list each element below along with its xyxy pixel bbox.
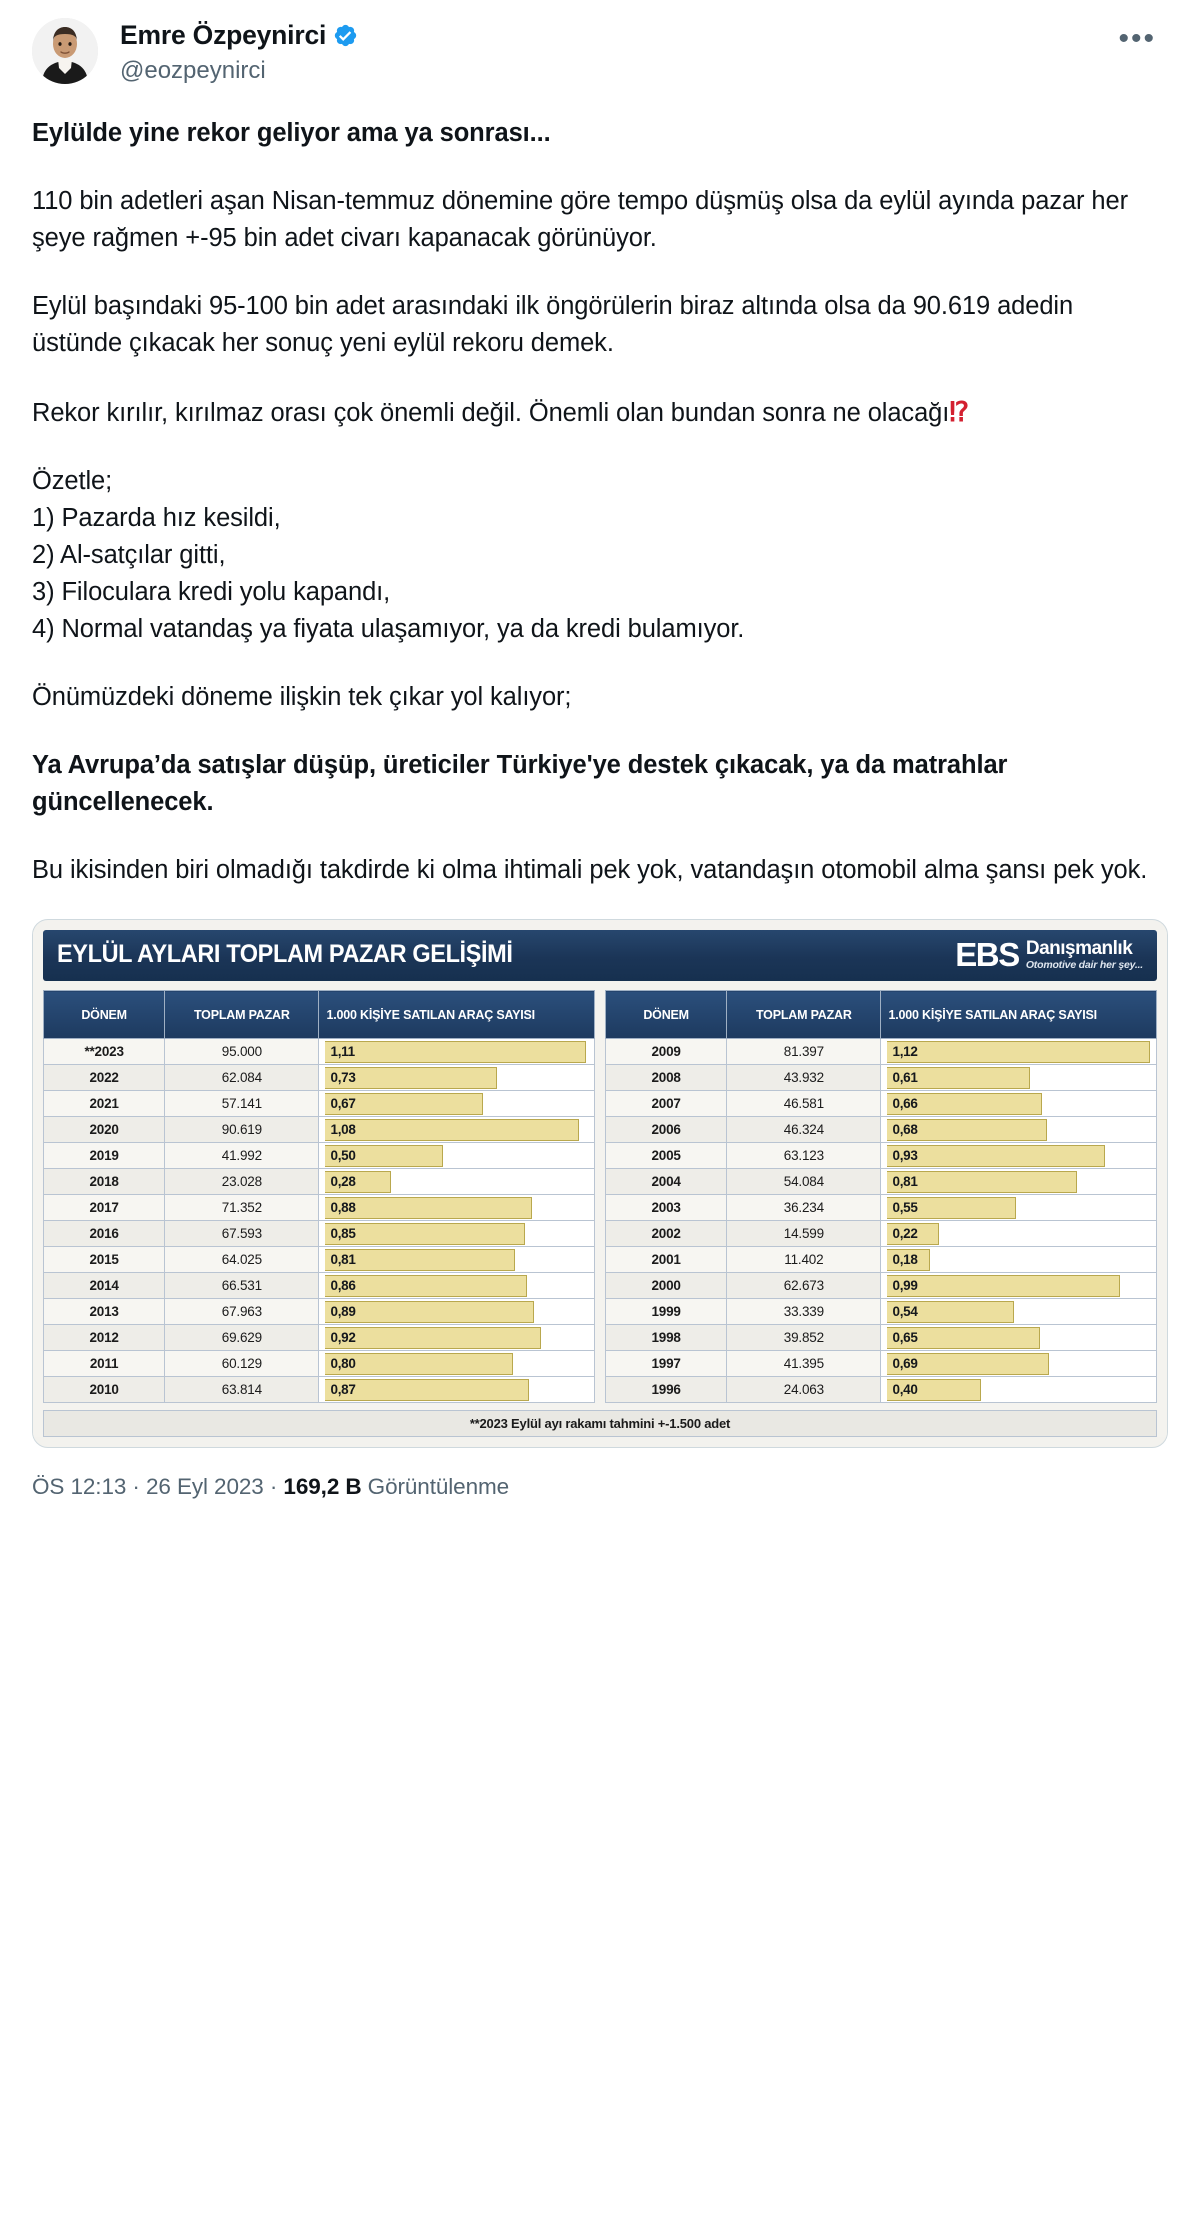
market-table-right: [605, 990, 1157, 1403]
bar-value-label: 0,18: [892, 1252, 918, 1268]
bar-track: [887, 1300, 1150, 1324]
cell-donem: 2022: [44, 1065, 165, 1091]
ebs-logo-text: EBS: [955, 936, 1019, 974]
bar-fill: [325, 1119, 578, 1141]
cell-oran-bar: [319, 1195, 595, 1221]
cell-oran-bar: [881, 1143, 1157, 1169]
cell-donem: 2009: [606, 1039, 727, 1065]
author-handle[interactable]: @eozpeynirci: [120, 56, 266, 84]
summary-item-4: 4) Normal vatandaş ya fiyata ulaşamıyor, ya da kredi bulamıyor.: [32, 615, 745, 644]
cell-donem: 2006: [606, 1117, 727, 1143]
tweet-paragraph-6: Önümüzdeki döneme ilişkin tek çıkar yol kalıyor;: [32, 683, 572, 712]
bar-track: [325, 1040, 588, 1064]
views-count: 169,2 B: [283, 1474, 362, 1500]
cell-oran-bar: [881, 1299, 1157, 1325]
table-header-row: [606, 991, 1157, 1039]
table-row: [44, 1143, 595, 1169]
cell-oran-bar: [881, 1247, 1157, 1273]
avatar[interactable]: [32, 18, 98, 84]
cell-toplam-pazar: 62.673: [727, 1273, 881, 1299]
bar-fill: [325, 1197, 531, 1219]
summary-item-2: 2) Al-satçılar gitti,: [32, 541, 226, 570]
tweet-date: 26 Eyl 2023: [145, 1474, 264, 1500]
cell-oran-bar: [881, 1195, 1157, 1221]
cell-oran-bar: [881, 1377, 1157, 1403]
cell-toplam-pazar: 41.395: [727, 1351, 881, 1377]
cell-oran-bar: [881, 1221, 1157, 1247]
bar-track: [887, 1378, 1150, 1402]
cell-toplam-pazar: 69.629: [165, 1325, 319, 1351]
bar-track: [325, 1326, 588, 1350]
bar-value-label: 0,93: [892, 1148, 918, 1164]
table-row: [44, 1325, 595, 1351]
cell-toplam-pazar: 67.963: [165, 1299, 319, 1325]
infographic-title-bar: [43, 930, 1157, 982]
table-row: [606, 1351, 1157, 1377]
bar-track: [887, 1196, 1150, 1220]
table-row: [44, 1169, 595, 1195]
cell-toplam-pazar: 63.123: [727, 1143, 881, 1169]
cell-donem: 2012: [44, 1325, 165, 1351]
bar-track: [325, 1196, 588, 1220]
ebs-logo-subtext: [1026, 939, 1143, 971]
bar-track: [325, 1144, 588, 1168]
cell-oran-bar: [319, 1273, 595, 1299]
bar-value-label: 1,08: [330, 1122, 356, 1138]
table-row: [606, 1377, 1157, 1403]
bar-value-label: 0,67: [330, 1096, 356, 1112]
col-header-donem: DÖNEM: [606, 991, 727, 1039]
bar-fill: [325, 1301, 534, 1323]
cell-oran-bar: [319, 1065, 595, 1091]
table-row: [44, 1091, 595, 1117]
cell-toplam-pazar: 63.814: [165, 1377, 319, 1403]
table-row: [606, 1247, 1157, 1273]
bar-value-label: 0,89: [330, 1304, 356, 1320]
tweet-summary-list: [32, 463, 1168, 648]
cell-oran-bar: [881, 1351, 1157, 1377]
cell-oran-bar: [881, 1325, 1157, 1351]
bar-value-label: 0,73: [330, 1070, 356, 1086]
infographic-table-right: [605, 990, 1157, 1403]
bar-fill: [325, 1379, 529, 1401]
cell-toplam-pazar: 95.000: [165, 1039, 319, 1065]
cell-oran-bar: [319, 1143, 595, 1169]
bar-value-label: 0,88: [330, 1200, 356, 1216]
table-row: [44, 1273, 595, 1299]
table-row: [44, 1065, 595, 1091]
cell-toplam-pazar: 24.063: [727, 1377, 881, 1403]
bar-value-label: 0,22: [892, 1226, 918, 1242]
bar-track: [887, 1274, 1150, 1298]
cell-oran-bar: [319, 1325, 595, 1351]
bar-track: [887, 1144, 1150, 1168]
cell-toplam-pazar: 41.992: [165, 1143, 319, 1169]
cell-donem: 2021: [44, 1091, 165, 1117]
cell-oran-bar: [881, 1091, 1157, 1117]
cell-donem: 2018: [44, 1169, 165, 1195]
infographic-tables: [33, 981, 1167, 1403]
table-row: [44, 1117, 595, 1143]
tweet-paragraph-4: [32, 393, 1168, 432]
infographic-title: EYLÜL AYLARI TOPLAM PAZAR GELİŞİMİ: [57, 940, 513, 969]
tweet-text: [32, 115, 1168, 889]
bar-value-label: 0,69: [892, 1356, 918, 1372]
summary-item-3: 3) Filoculara kredi yolu kapandı,: [32, 578, 391, 607]
bar-track: [887, 1040, 1150, 1064]
table-row: [44, 1195, 595, 1221]
cell-donem: 2019: [44, 1143, 165, 1169]
cell-donem: 2000: [606, 1273, 727, 1299]
table-row: [44, 1221, 595, 1247]
cell-donem: 1998: [606, 1325, 727, 1351]
cell-oran-bar: [319, 1377, 595, 1403]
table-row: [606, 1169, 1157, 1195]
table-head-left: [44, 991, 595, 1039]
col-header-donem: DÖNEM: [44, 991, 165, 1039]
cell-donem: 2005: [606, 1143, 727, 1169]
infographic-inner: [33, 930, 1167, 1438]
bar-value-label: 0,68: [892, 1122, 918, 1138]
cell-oran-bar: [319, 1221, 595, 1247]
cell-toplam-pazar: 23.028: [165, 1169, 319, 1195]
cell-toplam-pazar: 11.402: [727, 1247, 881, 1273]
table-row: [606, 1091, 1157, 1117]
bar-value-label: 0,40: [892, 1382, 918, 1398]
bar-value-label: 0,66: [892, 1096, 918, 1112]
table-body-right: [606, 1039, 1157, 1403]
tweet-paragraph-8: Bu ikisinden biri olmadığı takdirde ki olma ihtimali pek yok, vatandaşın otomobil alma şansı pek yok.: [32, 855, 1148, 884]
bar-value-label: 0,87: [330, 1382, 356, 1398]
bar-fill: [325, 1041, 585, 1063]
bar-value-label: 0,86: [330, 1278, 356, 1294]
bar-track: [887, 1170, 1150, 1194]
bar-track: [325, 1352, 588, 1376]
cell-donem: 2003: [606, 1195, 727, 1221]
bar-track: [887, 1352, 1150, 1376]
bar-track: [887, 1118, 1150, 1142]
cell-donem: 2001: [606, 1247, 727, 1273]
col-header-toplam-pazar: TOPLAM PAZAR: [165, 991, 319, 1039]
cell-toplam-pazar: 62.084: [165, 1065, 319, 1091]
col-header-oran: 1.000 KİŞİYE SATILAN ARAÇ SAYISI: [319, 991, 595, 1039]
bar-fill: [887, 1145, 1105, 1167]
cell-oran-bar: [881, 1273, 1157, 1299]
cell-oran-bar: [319, 1091, 595, 1117]
interrobang-emoji: ⁉: [949, 397, 969, 428]
table-row: [44, 1299, 595, 1325]
bar-track: [325, 1092, 588, 1116]
bar-track: [325, 1222, 588, 1246]
cell-donem: **2023: [44, 1039, 165, 1065]
tweet-time: ÖS 12:13: [32, 1474, 127, 1500]
infographic-image[interactable]: [32, 919, 1168, 1449]
tweet-paragraph-4-text: Rekor kırılır, kırılmaz orası çok önemli değil. Önemli olan bundan sonra ne olacağı: [32, 399, 950, 428]
cell-oran-bar: [881, 1169, 1157, 1195]
tweet-paragraph-headline: Eylülde yine rekor geliyor ama ya sonrası...: [32, 119, 551, 148]
bar-value-label: 0,81: [330, 1252, 356, 1268]
cell-oran-bar: [881, 1117, 1157, 1143]
infographic-table-left: [43, 990, 595, 1403]
views-label: Görüntülenme: [361, 1474, 510, 1500]
cell-toplam-pazar: 71.352: [165, 1195, 319, 1221]
cell-donem: 2016: [44, 1221, 165, 1247]
cell-oran-bar: [319, 1169, 595, 1195]
table-row: [606, 1117, 1157, 1143]
ebs-logo: [955, 936, 1143, 974]
table-row: [44, 1039, 595, 1065]
more-options-icon[interactable]: •••: [1118, 22, 1156, 55]
cell-donem: 2004: [606, 1169, 727, 1195]
bar-track: [325, 1170, 588, 1194]
cell-donem: 2014: [44, 1273, 165, 1299]
table-row: [44, 1377, 595, 1403]
col-header-toplam-pazar: TOPLAM PAZAR: [727, 991, 881, 1039]
bar-value-label: 0,50: [330, 1148, 356, 1164]
table-row: [606, 1039, 1157, 1065]
cell-toplam-pazar: 43.932: [727, 1065, 881, 1091]
cell-donem: 2011: [44, 1351, 165, 1377]
table-row: [44, 1247, 595, 1273]
cell-oran-bar: [319, 1117, 595, 1143]
bar-value-label: 0,61: [892, 1070, 918, 1086]
cell-donem: 1999: [606, 1299, 727, 1325]
table-row: [606, 1273, 1157, 1299]
display-name-row[interactable]: [120, 20, 358, 52]
bar-track: [887, 1326, 1150, 1350]
summary-intro: Özetle;: [32, 467, 113, 496]
bar-value-label: 0,28: [330, 1174, 356, 1190]
cell-donem: 2015: [44, 1247, 165, 1273]
market-table-left: [43, 990, 595, 1403]
tweet-paragraph-7-bold: Ya Avrupa’da satışlar düşüp, üreticiler Türkiye'ye destek çıkacak, ya da matrahlar güncellenecek.: [32, 750, 1008, 816]
table-row: [606, 1221, 1157, 1247]
bar-track: [325, 1118, 588, 1142]
bar-value-label: 1,11: [330, 1044, 355, 1060]
table-row: [606, 1195, 1157, 1221]
cell-toplam-pazar: 66.531: [165, 1273, 319, 1299]
table-body-left: [44, 1039, 595, 1403]
bar-value-label: 0,92: [330, 1330, 356, 1346]
cell-toplam-pazar: 39.852: [727, 1325, 881, 1351]
bar-fill: [887, 1275, 1119, 1297]
cell-toplam-pazar: 46.324: [727, 1117, 881, 1143]
cell-oran-bar: [319, 1299, 595, 1325]
cell-oran-bar: [319, 1351, 595, 1377]
tweet-paragraph-3: Eylül başındaki 95-100 bin adet arasındaki ilk öngörülerin biraz altında olsa da 90.619 adedin üstünde çıkacak her sonuç yeni eylül rekoru demek.: [32, 292, 1074, 358]
bar-value-label: 0,54: [892, 1304, 918, 1320]
table-row: [606, 1325, 1157, 1351]
col-header-oran: 1.000 KİŞİYE SATILAN ARAÇ SAYISI: [881, 991, 1157, 1039]
bar-track: [887, 1066, 1150, 1090]
cell-oran-bar: [881, 1039, 1157, 1065]
bar-track: [325, 1300, 588, 1324]
bar-value-label: 0,65: [892, 1330, 918, 1346]
bar-value-label: 0,85: [330, 1226, 356, 1242]
tweet-paragraph-2: 110 bin adetleri aşan Nisan-temmuz dönemine göre tempo düşmüş olsa da eylül ayında pazar her şeye rağmen +-95 bin adet civarı kapanacak görünüyor.: [32, 187, 1128, 253]
cell-toplam-pazar: 46.581: [727, 1091, 881, 1117]
cell-donem: 1996: [606, 1377, 727, 1403]
cell-toplam-pazar: 36.234: [727, 1195, 881, 1221]
bar-value-label: 0,81: [892, 1174, 918, 1190]
table-row: [44, 1351, 595, 1377]
cell-donem: 2002: [606, 1221, 727, 1247]
cell-toplam-pazar: 64.025: [165, 1247, 319, 1273]
bar-track: [887, 1092, 1150, 1116]
cell-oran-bar: [319, 1247, 595, 1273]
bar-fill: [325, 1327, 541, 1349]
cell-toplam-pazar: 33.339: [727, 1299, 881, 1325]
ebs-logo-sub-bottom: Otomotive dair her şey...: [1025, 958, 1143, 971]
author-names: [120, 18, 358, 87]
cell-donem: 2008: [606, 1065, 727, 1091]
table-header-row: [44, 991, 595, 1039]
bar-track: [887, 1248, 1150, 1272]
cell-toplam-pazar: 57.141: [165, 1091, 319, 1117]
tweet-metadata: [32, 1474, 1168, 1500]
bar-value-label: 0,99: [892, 1278, 918, 1294]
table-row: [606, 1299, 1157, 1325]
ebs-logo-sub-top: Danışmanlık: [1025, 937, 1133, 959]
cell-toplam-pazar: 60.129: [165, 1351, 319, 1377]
cell-toplam-pazar: 14.599: [727, 1221, 881, 1247]
cell-oran-bar: [881, 1065, 1157, 1091]
verified-badge-icon: [333, 23, 358, 48]
bar-track: [325, 1378, 588, 1402]
meta-separator-2: ·: [263, 1474, 284, 1500]
bar-fill: [887, 1041, 1150, 1063]
cell-donem: 2013: [44, 1299, 165, 1325]
bar-track: [887, 1222, 1150, 1246]
cell-donem: 1997: [606, 1351, 727, 1377]
bar-value-label: 0,55: [892, 1200, 918, 1216]
cell-donem: 2020: [44, 1117, 165, 1143]
table-row: [606, 1143, 1157, 1169]
table-row: [606, 1065, 1157, 1091]
cell-donem: 2010: [44, 1377, 165, 1403]
bar-value-label: 1,12: [892, 1044, 918, 1060]
infographic-footnote: **2023 Eylül ayı rakamı tahmini +-1.500 adet: [43, 1410, 1157, 1437]
meta-separator-1: ·: [126, 1474, 146, 1500]
bar-value-label: 0,80: [330, 1356, 356, 1372]
display-name: Emre Özpeynirci: [120, 20, 327, 50]
bar-track: [325, 1248, 588, 1272]
tweet-header: [32, 10, 1168, 87]
cell-toplam-pazar: 67.593: [165, 1221, 319, 1247]
cell-toplam-pazar: 90.619: [165, 1117, 319, 1143]
table-head-right: [606, 991, 1157, 1039]
cell-oran-bar: [319, 1039, 595, 1065]
cell-donem: 2007: [606, 1091, 727, 1117]
summary-item-1: 1) Pazarda hız kesildi,: [32, 504, 281, 533]
cell-toplam-pazar: 81.397: [727, 1039, 881, 1065]
bar-track: [325, 1274, 588, 1298]
cell-donem: 2017: [44, 1195, 165, 1221]
bar-track: [325, 1066, 588, 1090]
cell-toplam-pazar: 54.084: [727, 1169, 881, 1195]
